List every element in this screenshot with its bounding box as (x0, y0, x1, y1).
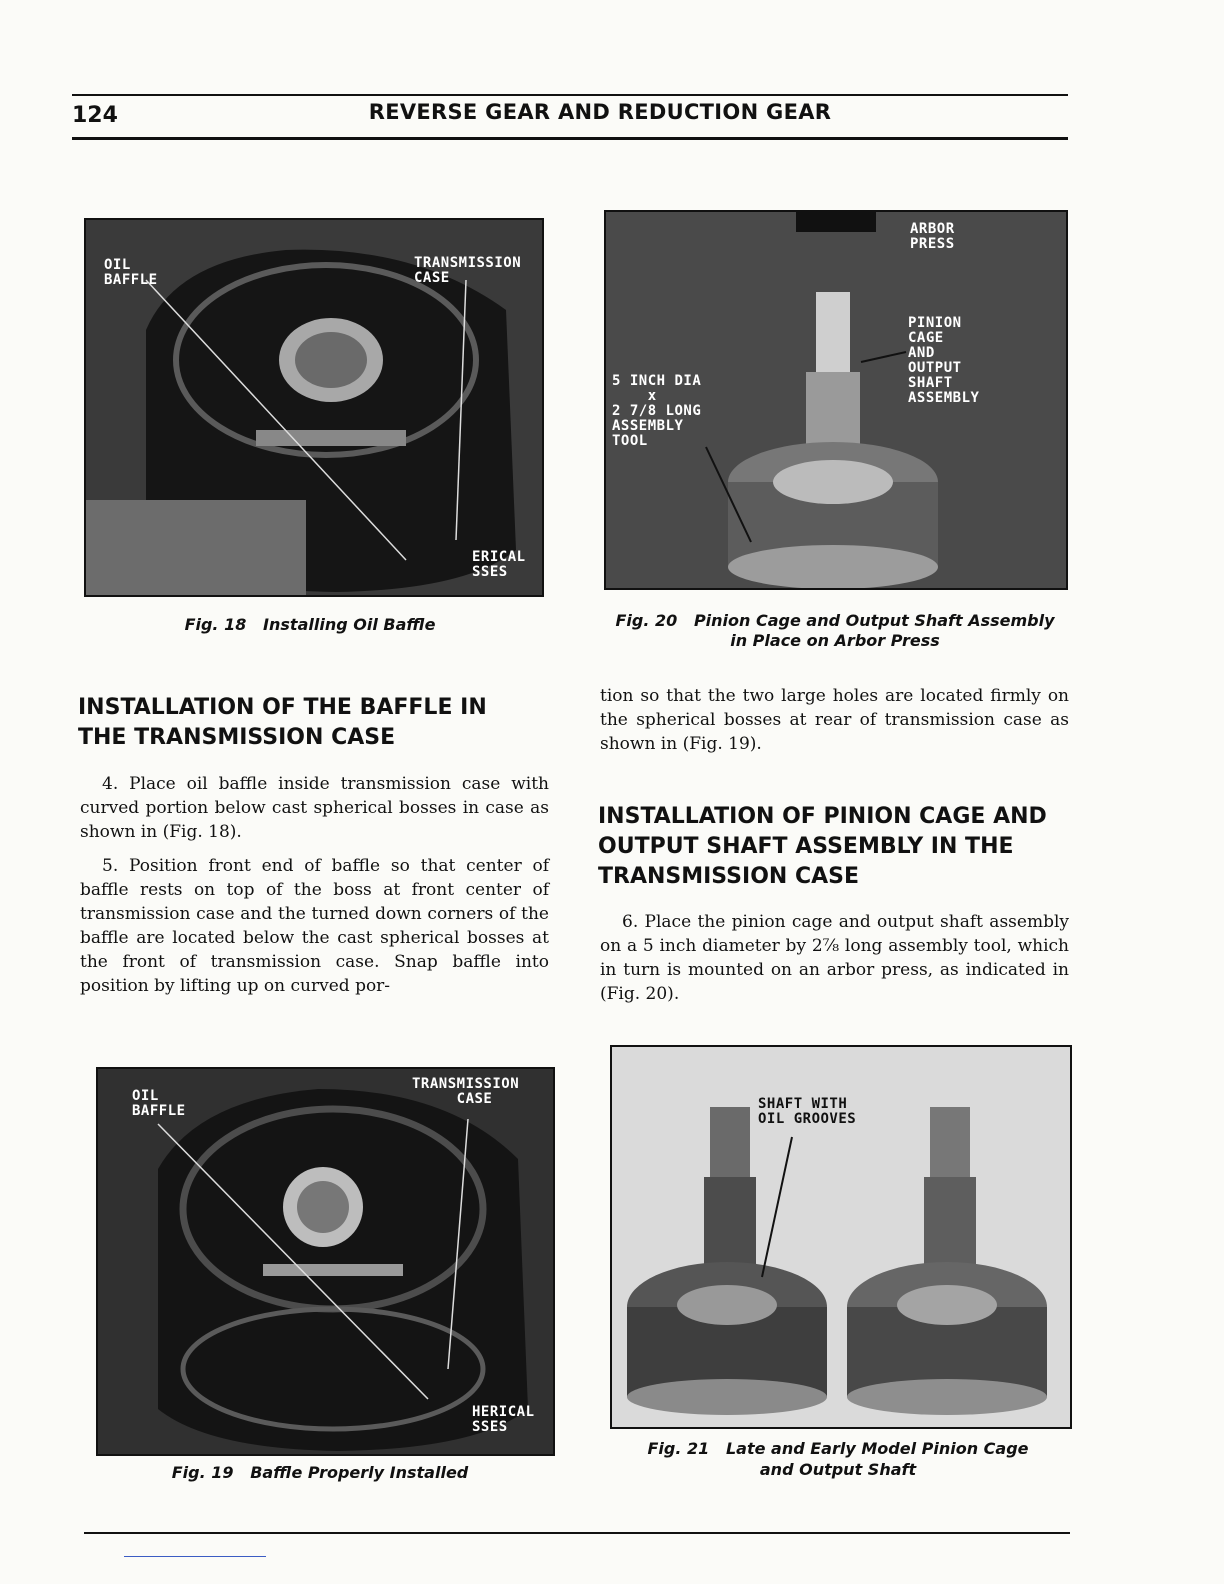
fig20-label-assembly-tool: 5 INCH DIA x 2 7/8 LONG ASSEMBLY TOOL (612, 373, 702, 449)
paragraph-5-continued: tion so that the two large holes are located firmly on the spherical bosses at rear of transmission case as shown in (Fig. 19). (600, 686, 1069, 754)
fig18-label-oil-baffle: OIL BAFFLE (104, 257, 158, 288)
paragraph-5: 5. Position front end of baffle so that center of baffle rests on top of the boss at front center of transmission case and the turned down corners of the baffle are located below the cast spherical bosses at the front of transmission case. Snap baffle into position by lifting up on curved por- (80, 856, 549, 996)
footer-rule (84, 1532, 1070, 1534)
fig19-label-spherical-bosses: HERICAL SSES (472, 1404, 535, 1435)
fig19-caption: Fig. 19 Baffle Properly Installed (171, 1463, 469, 1482)
fig19-label-oil-baffle: OIL BAFFLE (132, 1088, 186, 1119)
section1-title: INSTALLATION OF THE BAFFLE IN THE TRANSMISSION CASE (78, 695, 487, 750)
fig20-label-arbor-press: ARBOR PRESS (910, 221, 955, 252)
fig20-caption-line1: Fig. 20 Pinion Cage and Output Shaft Assembly (615, 611, 1055, 630)
fig18-caption: Fig. 18 Installing Oil Baffle (184, 615, 436, 634)
fig20-label-pinion-cage: PINION CAGE AND OUTPUT SHAFT ASSEMBLY (908, 315, 980, 406)
baffle-installed-illustration (98, 1069, 553, 1454)
header-top-rule (72, 94, 1068, 96)
page-title: REVERSE GEAR AND REDUCTION GEAR (368, 100, 832, 124)
fig18-photo (84, 218, 544, 597)
fig19-photo (96, 1067, 555, 1456)
paragraph-4: 4. Place oil baffle inside transmission case with curved portion below cast spherical bosses in case as shown in (Fig. 18). (80, 774, 549, 842)
fig18-label-spherical-bosses: ERICAL SSES (472, 549, 526, 580)
fig21-caption-line1: Fig. 21 Late and Early Model Pinion Cage (647, 1439, 1029, 1458)
fig19-label-transmission-case: TRANSMISSION CASE (412, 1076, 520, 1107)
fig21-photo (610, 1045, 1072, 1429)
fig18-label-transmission-case: TRANSMISSION CASE (414, 255, 522, 286)
paragraph-6: 6. Place the pinion cage and output shaft assembly on a 5 inch diameter by 2⅞ long assembly tool, which in turn is mounted on an arbor press, as indicated in (Fig. 20). (600, 912, 1069, 1004)
fig20-caption-line2: in Place on Arbor Press (730, 631, 940, 650)
fig20-photo (604, 210, 1068, 590)
section1-body (80, 772, 549, 1008)
fig21-caption-line2: and Output Shaft (759, 1460, 917, 1479)
fig21-label-shaft-oil-grooves: SHAFT WITH OIL GROOVES (758, 1096, 857, 1127)
section2-title: INSTALLATION OF PINION CAGE AND OUTPUT SHAFT ASSEMBLY IN THE TRANSMISSION CASE (598, 804, 1047, 889)
header-bottom-rule (72, 137, 1068, 140)
footer-accent-rule (124, 1556, 266, 1557)
page-number: 124 (72, 103, 118, 128)
